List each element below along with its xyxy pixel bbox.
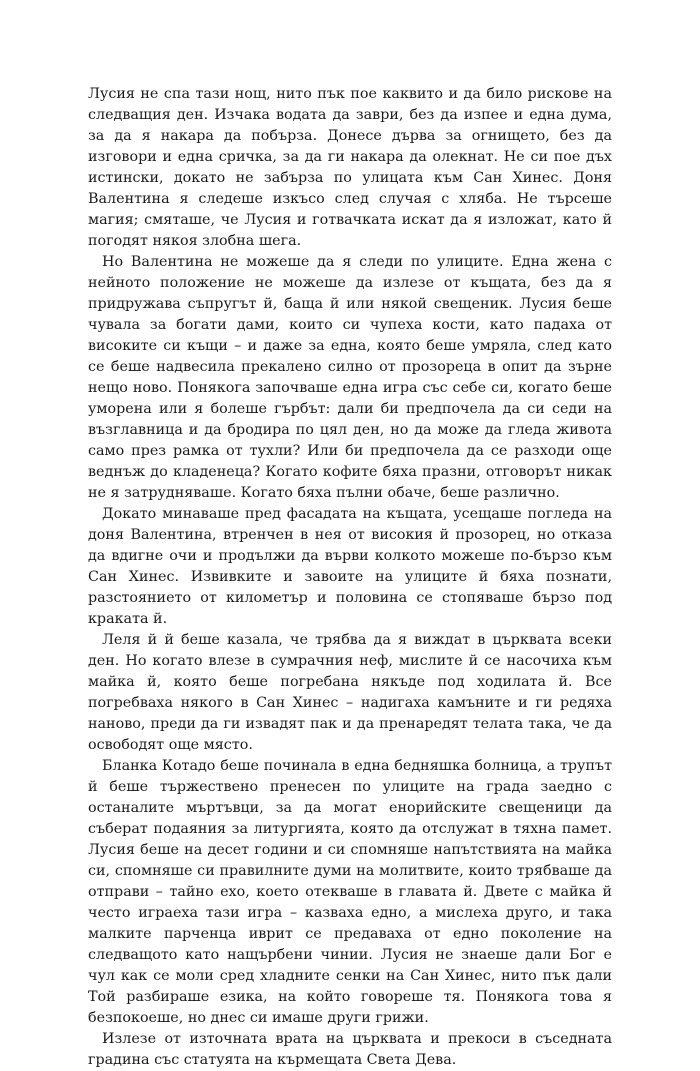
paragraph: Докато минаваше пред фасадата на къщата, усещаше погледа на доня Валентина, втренчен в нея от високия й прозорец, но отказа да вдигне очи и продължи да върви колкото можеше по-бързо към Сан Хинес. Извивките и завоите на улиците й бяха познати, разстоянието от километър и половина се стопяваше бързо под краката й. (88, 506, 612, 627)
paragraph: Бланка Котадо беше починала в една бедняшка болница, а трупът й беше тържествено пренесен по улиците на града заедно с останалите мъртъвци, за да могат енорийските свещеници да съберат подаяния за литургията, която да отслужат в тяхна памет. Лусия беше на десет години и си спомняше напътствията на майка си, спомняше си правилните думи на молитвите, които трябваше да отправи – тайно ехо, което отекваше в главата й. Двете с майка й често играеха тази игра – казваха едно, а мислеха друго, и така малките парченца иврит се предаваха от едно поколение на следващото като нащърбени чинии. Лусия не знаеше дали Бог е чул как се моли сред хладните сенки на Сан Хинес, нито пък дали Той разбираше езика, на който говореше тя. Понякога това я безпокоеше, но днес си имаше други грижи. (88, 758, 612, 1026)
paragraph: Леля й й беше казала, че трябва да я виждат в църквата всеки ден. Но когато влезе в сумрачния неф, мислите й се насочиха към майка й, която беше погребана някъде под ходилата й. Все погребваха някого в Сан Хинес – надигаха камъните и ги редяха наново, преди да ги извадят пак и да пренаредят телата така, че да освободят още място. (88, 632, 612, 753)
body-text (88, 84, 612, 1071)
paragraph: Лусия не спа тази нощ, нито пък пое каквито и да било рискове на следващия ден. Изчака водата да заври, без да изпее и една дума, за да я накара да побърза. Донесе дърва за огнището, без да изговори и една сричка, за да ги накара да олекнат. Не си пое дъх истински, докато не забърза по улицата към Сан Хинес. Доня Валентина я следеше изкъсо след случая с хляба. Не търсеше магия; смяташе, че Лусия и готвачката искат да я изложат, като й погодят някоя злобна шега. (88, 86, 612, 249)
paragraph: Излезе от източната врата на църквата и прекоси в съседната градина със статуята на кърмещата Света Дева. (88, 1031, 612, 1068)
paragraph: Но Валентина не можеше да я следи по улиците. Една жена с нейното положение не можеше да излезе от къщата, без да я придружава съпругът й, баща й или някой свещеник. Лусия беше чувала за богати дами, които си чупеха кости, като падаха от високите си къщи – и даже за една, която беше умряла, след като се беше надвесила прекалено силно от прозореца в опит да зърне нещо ново. Понякога започваше една игра със себе си, когато беше уморена или я болеше гърбът: дали би предпочела да си седи на възглавница и да бродира по цял ден, но да може да гледа живота само през рамка от тухли? Или би предпочела да се разходи още веднъж до кладенеца? Когато кофите бяха празни, отговорът никак не я затрудняваше. Когато бяха пълни обаче, беше различно. (88, 254, 612, 501)
